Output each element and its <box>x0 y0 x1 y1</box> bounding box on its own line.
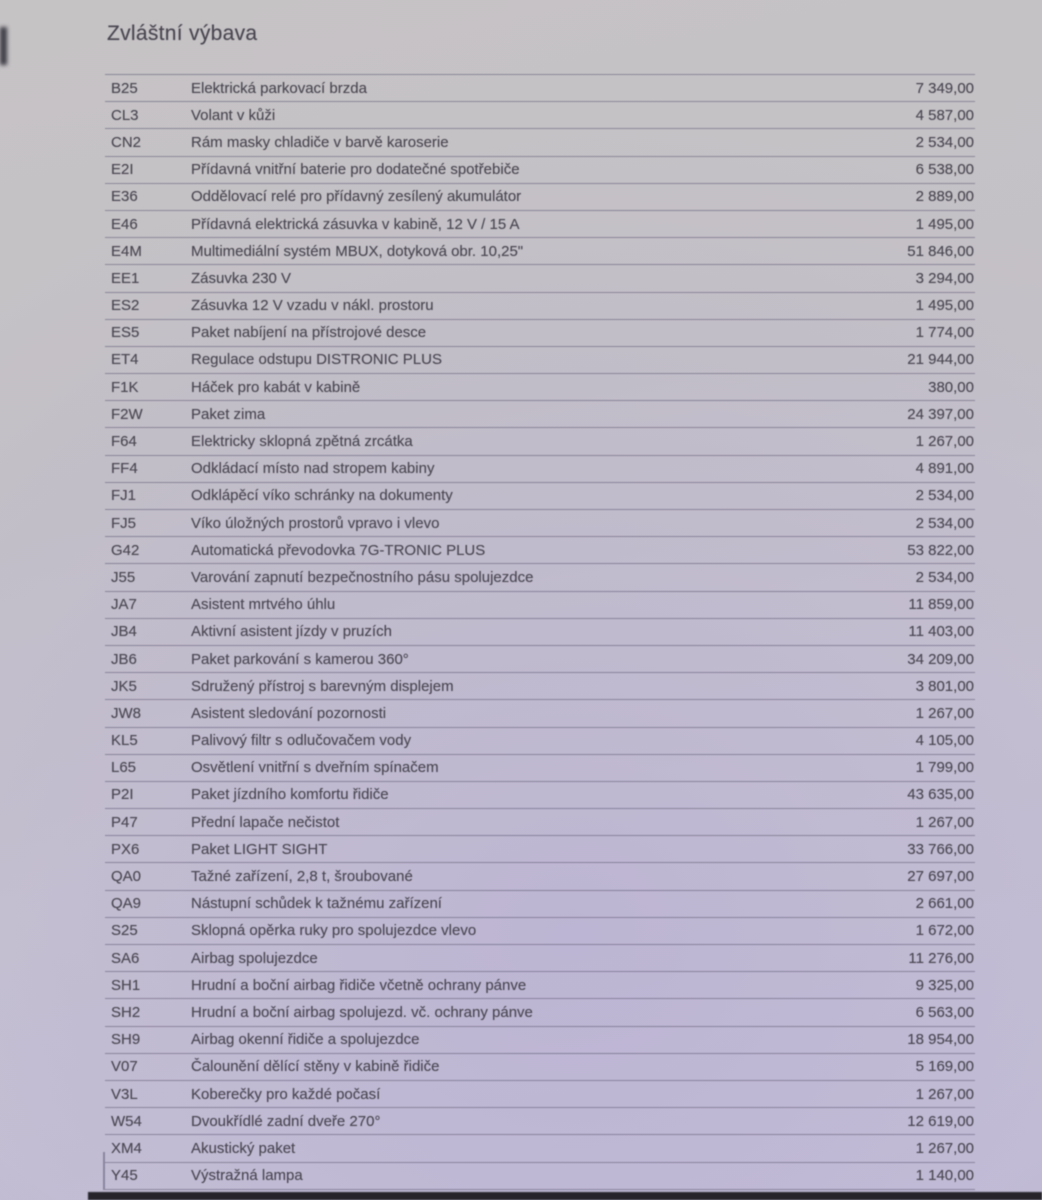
option-description: Odkládací místo nad stropem kabiny <box>191 460 435 478</box>
option-code: L65 <box>111 759 137 777</box>
option-description: Rám masky chladiče v barvě karoserie <box>191 133 449 151</box>
option-code: JA7 <box>111 596 137 614</box>
option-price: 2 534,00 <box>915 568 974 586</box>
option-price: 1 267,00 <box>915 433 974 451</box>
option-code: V07 <box>111 1058 138 1076</box>
option-description: Paket zima <box>191 405 266 423</box>
option-description: Odklápěcí víko schránky na dokumenty <box>191 487 453 505</box>
option-price: 27 697,00 <box>907 868 974 886</box>
option-price: 51 846,00 <box>907 242 974 260</box>
option-price: 4 587,00 <box>915 106 974 124</box>
table-row <box>105 1108 975 1135</box>
option-price: 1 672,00 <box>915 922 974 940</box>
option-price: 1 495,00 <box>915 297 974 315</box>
table-row <box>105 537 975 564</box>
option-price: 1 140,00 <box>915 1167 974 1185</box>
option-code: JW8 <box>111 704 141 722</box>
option-description: Výstražná lampa <box>191 1167 303 1185</box>
option-description: Nástupní schůdek k tažnému zařízení <box>191 895 442 913</box>
option-code: JB4 <box>111 623 137 641</box>
option-code: F2W <box>111 405 143 423</box>
table-row <box>105 1163 975 1190</box>
option-price: 380,00 <box>928 378 974 396</box>
option-code: F64 <box>111 433 137 451</box>
table-row <box>105 999 975 1026</box>
option-price: 11 859,00 <box>908 596 974 614</box>
table-row <box>105 374 975 401</box>
table-left-border-artifact <box>103 1152 105 1190</box>
option-description: Zásuvka 230 V <box>191 269 292 287</box>
table-row <box>105 863 975 890</box>
photo-edge-artifact <box>0 27 7 65</box>
option-description: Víko úložných prostorů vpravo i vlevo <box>191 514 440 532</box>
option-code: JB6 <box>111 650 137 668</box>
option-code: W54 <box>111 1112 142 1130</box>
option-description: Elektrická parkovací brzda <box>191 79 367 97</box>
option-price: 43 635,00 <box>907 786 974 804</box>
options-table <box>105 74 975 1190</box>
option-price: 6 538,00 <box>915 161 974 179</box>
table-row <box>105 755 975 782</box>
option-description: Háček pro kabát v kabině <box>191 378 361 396</box>
option-code: FF4 <box>111 460 138 478</box>
option-description: Akustický paket <box>191 1139 296 1157</box>
table-row <box>105 483 975 510</box>
bottom-edge-bar <box>88 1192 1042 1200</box>
option-code: XM4 <box>111 1139 142 1157</box>
option-price: 9 325,00 <box>915 976 974 994</box>
option-price: 2 534,00 <box>915 487 974 505</box>
option-description: Airbag okenní řidiče a spolujezdce <box>191 1031 420 1049</box>
option-description: Čalounění dělící stěny v kabině řidiče <box>191 1058 440 1076</box>
option-price: 6 563,00 <box>915 1003 974 1021</box>
option-price: 1 774,00 <box>915 324 974 342</box>
option-price: 7 349,00 <box>915 79 974 97</box>
table-row <box>105 347 975 374</box>
option-description: Tažné zařízení, 2,8 t, šroubované <box>191 868 413 886</box>
option-description: Přední lapače nečistot <box>191 813 340 831</box>
option-description: Sklopná opěrka ruky pro spolujezdce vlevo <box>191 922 477 940</box>
option-code: CL3 <box>111 106 139 124</box>
option-code: SH1 <box>111 976 141 994</box>
option-code: B25 <box>111 79 138 97</box>
option-description: Paket parkování s kamerou 360° <box>191 650 409 668</box>
table-row <box>105 1027 975 1054</box>
option-price: 4 105,00 <box>915 732 974 750</box>
option-description: Osvětlení vnitřní s dveřním spínačem <box>191 759 439 777</box>
option-description: Hrudní a boční airbag spolujezd. vč. ochrany pánve <box>191 1003 533 1021</box>
table-row <box>105 184 975 211</box>
option-description: Asistent sledování pozornosti <box>191 704 387 722</box>
option-description: Zásuvka 12 V vzadu v nákl. prostoru <box>191 297 434 315</box>
option-description: Volant v kůži <box>191 106 276 124</box>
table-row <box>105 238 975 265</box>
option-description: Sdružený přístroj s barevným displejem <box>191 677 454 695</box>
table-row <box>105 619 975 646</box>
table-row <box>105 891 975 918</box>
option-code: KL5 <box>111 732 138 750</box>
table-row <box>105 809 975 836</box>
option-code: ES5 <box>111 324 140 342</box>
table-row <box>105 836 975 863</box>
option-price: 33 766,00 <box>907 840 974 858</box>
table-row <box>105 1135 975 1162</box>
option-price: 21 944,00 <box>907 351 974 369</box>
table-row <box>105 102 975 129</box>
option-description: Regulace odstupu DISTRONIC PLUS <box>191 351 442 369</box>
option-description: Paket nabíjení na přístrojové desce <box>191 324 427 342</box>
option-code: Y45 <box>111 1167 138 1185</box>
option-price: 1 267,00 <box>915 1085 974 1103</box>
option-code: CN2 <box>111 133 142 151</box>
option-code: QA9 <box>111 895 142 913</box>
option-code: F1K <box>111 378 139 396</box>
table-row <box>105 646 975 673</box>
option-code: E4M <box>111 242 142 260</box>
option-price: 2 889,00 <box>915 188 974 206</box>
option-code: ET4 <box>111 351 139 369</box>
table-row <box>105 510 975 537</box>
option-code: E36 <box>111 188 138 206</box>
option-description: Dvoukřídlé zadní dveře 270° <box>191 1112 381 1130</box>
option-price: 4 891,00 <box>915 460 974 478</box>
option-description: Multimediální systém MBUX, dotyková obr. 10,25" <box>191 242 524 260</box>
option-price: 1 799,00 <box>915 759 974 777</box>
option-code: S25 <box>111 922 138 940</box>
option-price: 3 801,00 <box>915 677 974 695</box>
table-row <box>105 265 975 292</box>
option-price: 11 403,00 <box>908 623 974 641</box>
table-row <box>105 75 975 102</box>
option-description: Hrudní a boční airbag řidiče včetně ochrany pánve <box>191 976 527 994</box>
table-row <box>105 945 975 972</box>
option-price: 24 397,00 <box>907 405 974 423</box>
option-description: Paket LIGHT SIGHT <box>191 840 328 858</box>
table-row <box>105 782 975 809</box>
option-description: Automatická převodovka 7G-TRONIC PLUS <box>191 541 486 559</box>
option-code: E2I <box>111 161 134 179</box>
option-price: 11 276,00 <box>908 949 974 967</box>
option-price: 1 495,00 <box>915 215 974 233</box>
option-price: 1 267,00 <box>915 704 974 722</box>
table-row <box>105 700 975 727</box>
table-row <box>105 456 975 483</box>
option-description: Paket jízdního komfortu řidiče <box>191 786 389 804</box>
table-row <box>105 673 975 700</box>
option-description: Koberečky pro každé počasí <box>191 1085 381 1103</box>
option-price: 2 661,00 <box>915 895 974 913</box>
table-row <box>105 1054 975 1081</box>
option-code: V3L <box>111 1085 138 1103</box>
table-row <box>105 401 975 428</box>
option-code: SH9 <box>111 1031 141 1049</box>
table-row <box>105 918 975 945</box>
option-code: QA0 <box>111 868 142 886</box>
table-row <box>105 428 975 455</box>
option-code: FJ5 <box>111 514 137 532</box>
table-row <box>105 157 975 184</box>
option-code: EE1 <box>111 269 140 287</box>
option-code: P47 <box>111 813 138 831</box>
option-code: PX6 <box>111 840 140 858</box>
option-code: SH2 <box>111 1003 141 1021</box>
option-price: 53 822,00 <box>907 541 974 559</box>
option-price: 1 267,00 <box>915 1139 974 1157</box>
table-row <box>105 320 975 347</box>
table-row <box>105 293 975 320</box>
option-price: 2 534,00 <box>915 133 974 151</box>
option-description: Přídavná elektrická zásuvka v kabině, 12 V / 15 A <box>191 215 520 233</box>
option-description: Airbag spolujezdce <box>191 949 318 967</box>
option-description: Palivový filtr s odlučovačem vody <box>191 732 412 750</box>
option-description: Varování zapnutí bezpečnostního pásu spolujezdce <box>191 568 534 586</box>
table-row <box>105 728 975 755</box>
option-code: P2I <box>111 786 134 804</box>
option-price: 3 294,00 <box>915 269 974 287</box>
option-price: 1 267,00 <box>915 813 974 831</box>
option-code: SA6 <box>111 949 140 967</box>
table-row <box>105 129 975 156</box>
option-price: 2 534,00 <box>915 514 974 532</box>
page-title: Zvláštní výbava <box>107 22 258 45</box>
option-code: E46 <box>111 215 138 233</box>
option-description: Aktivní asistent jízdy v pruzích <box>191 623 392 641</box>
option-description: Asistent mrtvého úhlu <box>191 596 336 614</box>
table-row <box>105 972 975 999</box>
option-price: 5 169,00 <box>915 1058 974 1076</box>
option-code: ES2 <box>111 297 140 315</box>
table-row <box>105 1081 975 1108</box>
table-row <box>105 592 975 619</box>
option-description: Elektricky sklopná zpětná zrcátka <box>191 433 413 451</box>
option-description: Oddělovací relé pro přídavný zesílený akumulátor <box>191 188 522 206</box>
table-row <box>105 211 975 238</box>
option-price: 18 954,00 <box>907 1031 974 1049</box>
option-code: G42 <box>111 541 140 559</box>
option-description: Přídavná vnitřní baterie pro dodatečné spotřebiče <box>191 161 520 179</box>
option-code: JK5 <box>111 677 137 695</box>
table-row <box>105 564 975 591</box>
option-price: 12 619,00 <box>907 1112 974 1130</box>
option-code: J55 <box>111 568 136 586</box>
option-price: 34 209,00 <box>907 650 974 668</box>
option-code: FJ1 <box>111 487 137 505</box>
